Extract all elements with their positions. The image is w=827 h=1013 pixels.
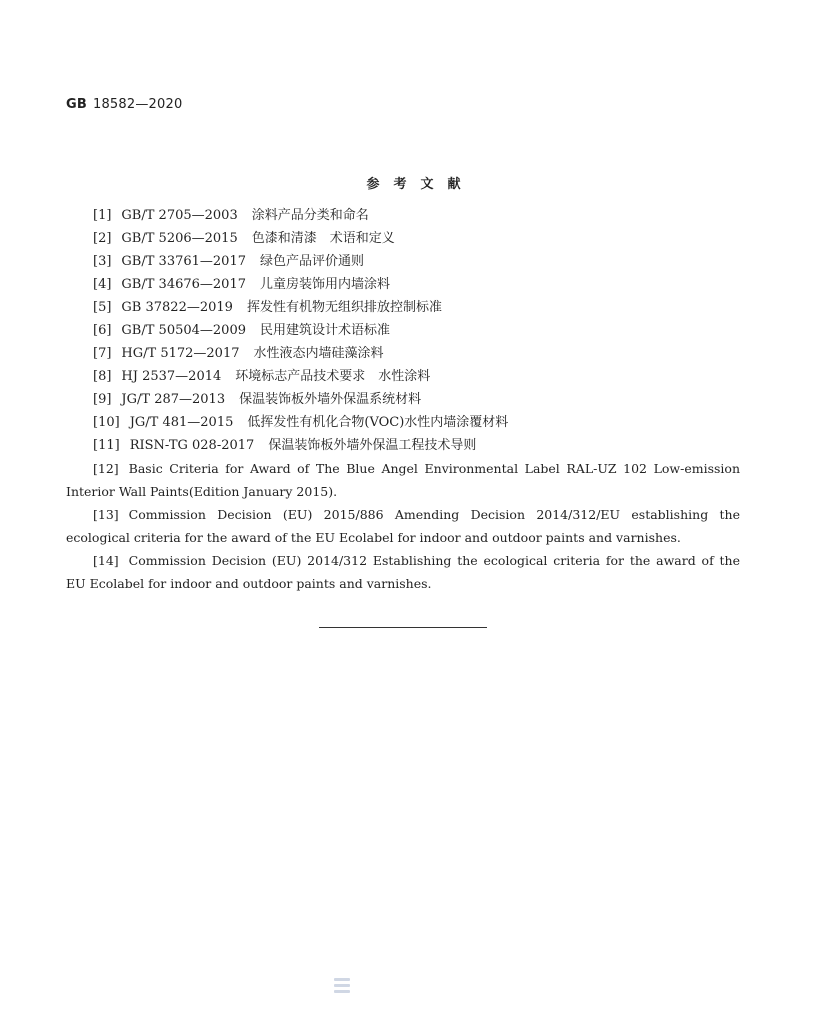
reference-number: [8] — [93, 369, 112, 384]
reference-text: Commission Decision (EU) 2014/312 Establishing the ecological criteria for the award of the EU Ecolabel for indoor and outdoor paints and varnishes. — [66, 553, 740, 591]
reference-title: 环境标志产品技术要求 水性涂料 — [235, 369, 431, 384]
reference-list — [66, 204, 740, 595]
reference-number: [1] — [93, 208, 112, 223]
reference-standard: JG/T 481—2015 — [129, 415, 234, 430]
reference-text: Basic Criteria for Award of The Blue Angel Environmental Label RAL-UZ 102 Low-emission Interior Wall Paints(Edition January 2015). — [66, 461, 740, 499]
reference-title: 挥发性有机物无组织排放控制标准 — [246, 300, 442, 315]
reference-item — [66, 342, 740, 365]
reference-title: 儿童房装饰用内墙涂料 — [259, 277, 390, 292]
reference-item — [66, 549, 740, 595]
reference-title: 保温装饰板外墙外保温工程技术导则 — [268, 438, 477, 453]
reference-number: [9] — [93, 392, 112, 407]
reference-item — [66, 227, 740, 250]
reference-item — [66, 411, 740, 434]
reference-item — [66, 503, 740, 549]
reference-item — [66, 250, 740, 273]
reference-title: 水性液态内墙硅藻涂料 — [253, 346, 384, 361]
reference-item — [66, 204, 740, 227]
reference-title: 保温装饰板外墙外保温系统材料 — [239, 392, 422, 407]
reference-number: [11] — [93, 438, 120, 453]
reference-number: [6] — [93, 323, 112, 338]
reference-title: 绿色产品评价通则 — [259, 254, 364, 269]
reference-item — [66, 273, 740, 296]
standard-code: GB — [66, 97, 87, 112]
reference-item — [66, 296, 740, 319]
reference-item — [66, 388, 740, 411]
reference-item — [66, 434, 740, 457]
reference-standard: HG/T 5172—2017 — [121, 346, 240, 361]
reference-item — [66, 457, 740, 503]
reference-title: 涂料产品分类和命名 — [251, 208, 369, 223]
reference-standard: GB/T 50504—2009 — [121, 323, 246, 338]
end-rule — [319, 627, 487, 628]
reference-number: [2] — [93, 231, 112, 246]
reference-standard: GB/T 5206—2015 — [121, 231, 238, 246]
section-title: 参考文献 — [366, 177, 475, 192]
reference-number: [5] — [93, 300, 112, 315]
reference-title: 低挥发性有机化合物(VOC)水性内墙涂覆材料 — [247, 415, 509, 430]
reference-number: [12] — [93, 461, 119, 476]
reference-item — [66, 365, 740, 388]
reference-number: [14] — [93, 553, 119, 568]
reference-number: [10] — [93, 415, 120, 430]
reference-standard: RISN-TG 028-2017 — [129, 438, 255, 453]
reference-text: Commission Decision (EU) 2015/886 Amending Decision 2014/312/EU establishing the ecological criteria for the award of the EU Ecolabel for indoor and outdoor paints and varnishes. — [66, 507, 740, 545]
watermark-icon — [333, 976, 351, 996]
reference-standard: GB/T 34676—2017 — [121, 277, 246, 292]
reference-title: 民用建筑设计术语标准 — [259, 323, 390, 338]
standard-header — [66, 97, 182, 112]
reference-number: [4] — [93, 277, 112, 292]
reference-standard: JG/T 287—2013 — [121, 392, 226, 407]
reference-standard: GB/T 2705—2003 — [121, 208, 238, 223]
reference-title: 色漆和清漆 术语和定义 — [251, 231, 395, 246]
reference-standard: GB/T 33761—2017 — [121, 254, 246, 269]
reference-item — [66, 319, 740, 342]
standard-number: 18582—2020 — [92, 97, 183, 112]
reference-number: [3] — [93, 254, 112, 269]
reference-number: [7] — [93, 346, 112, 361]
reference-standard: HJ 2537—2014 — [121, 369, 222, 384]
reference-standard: GB 37822—2019 — [121, 300, 233, 315]
reference-number: [13] — [93, 507, 119, 522]
